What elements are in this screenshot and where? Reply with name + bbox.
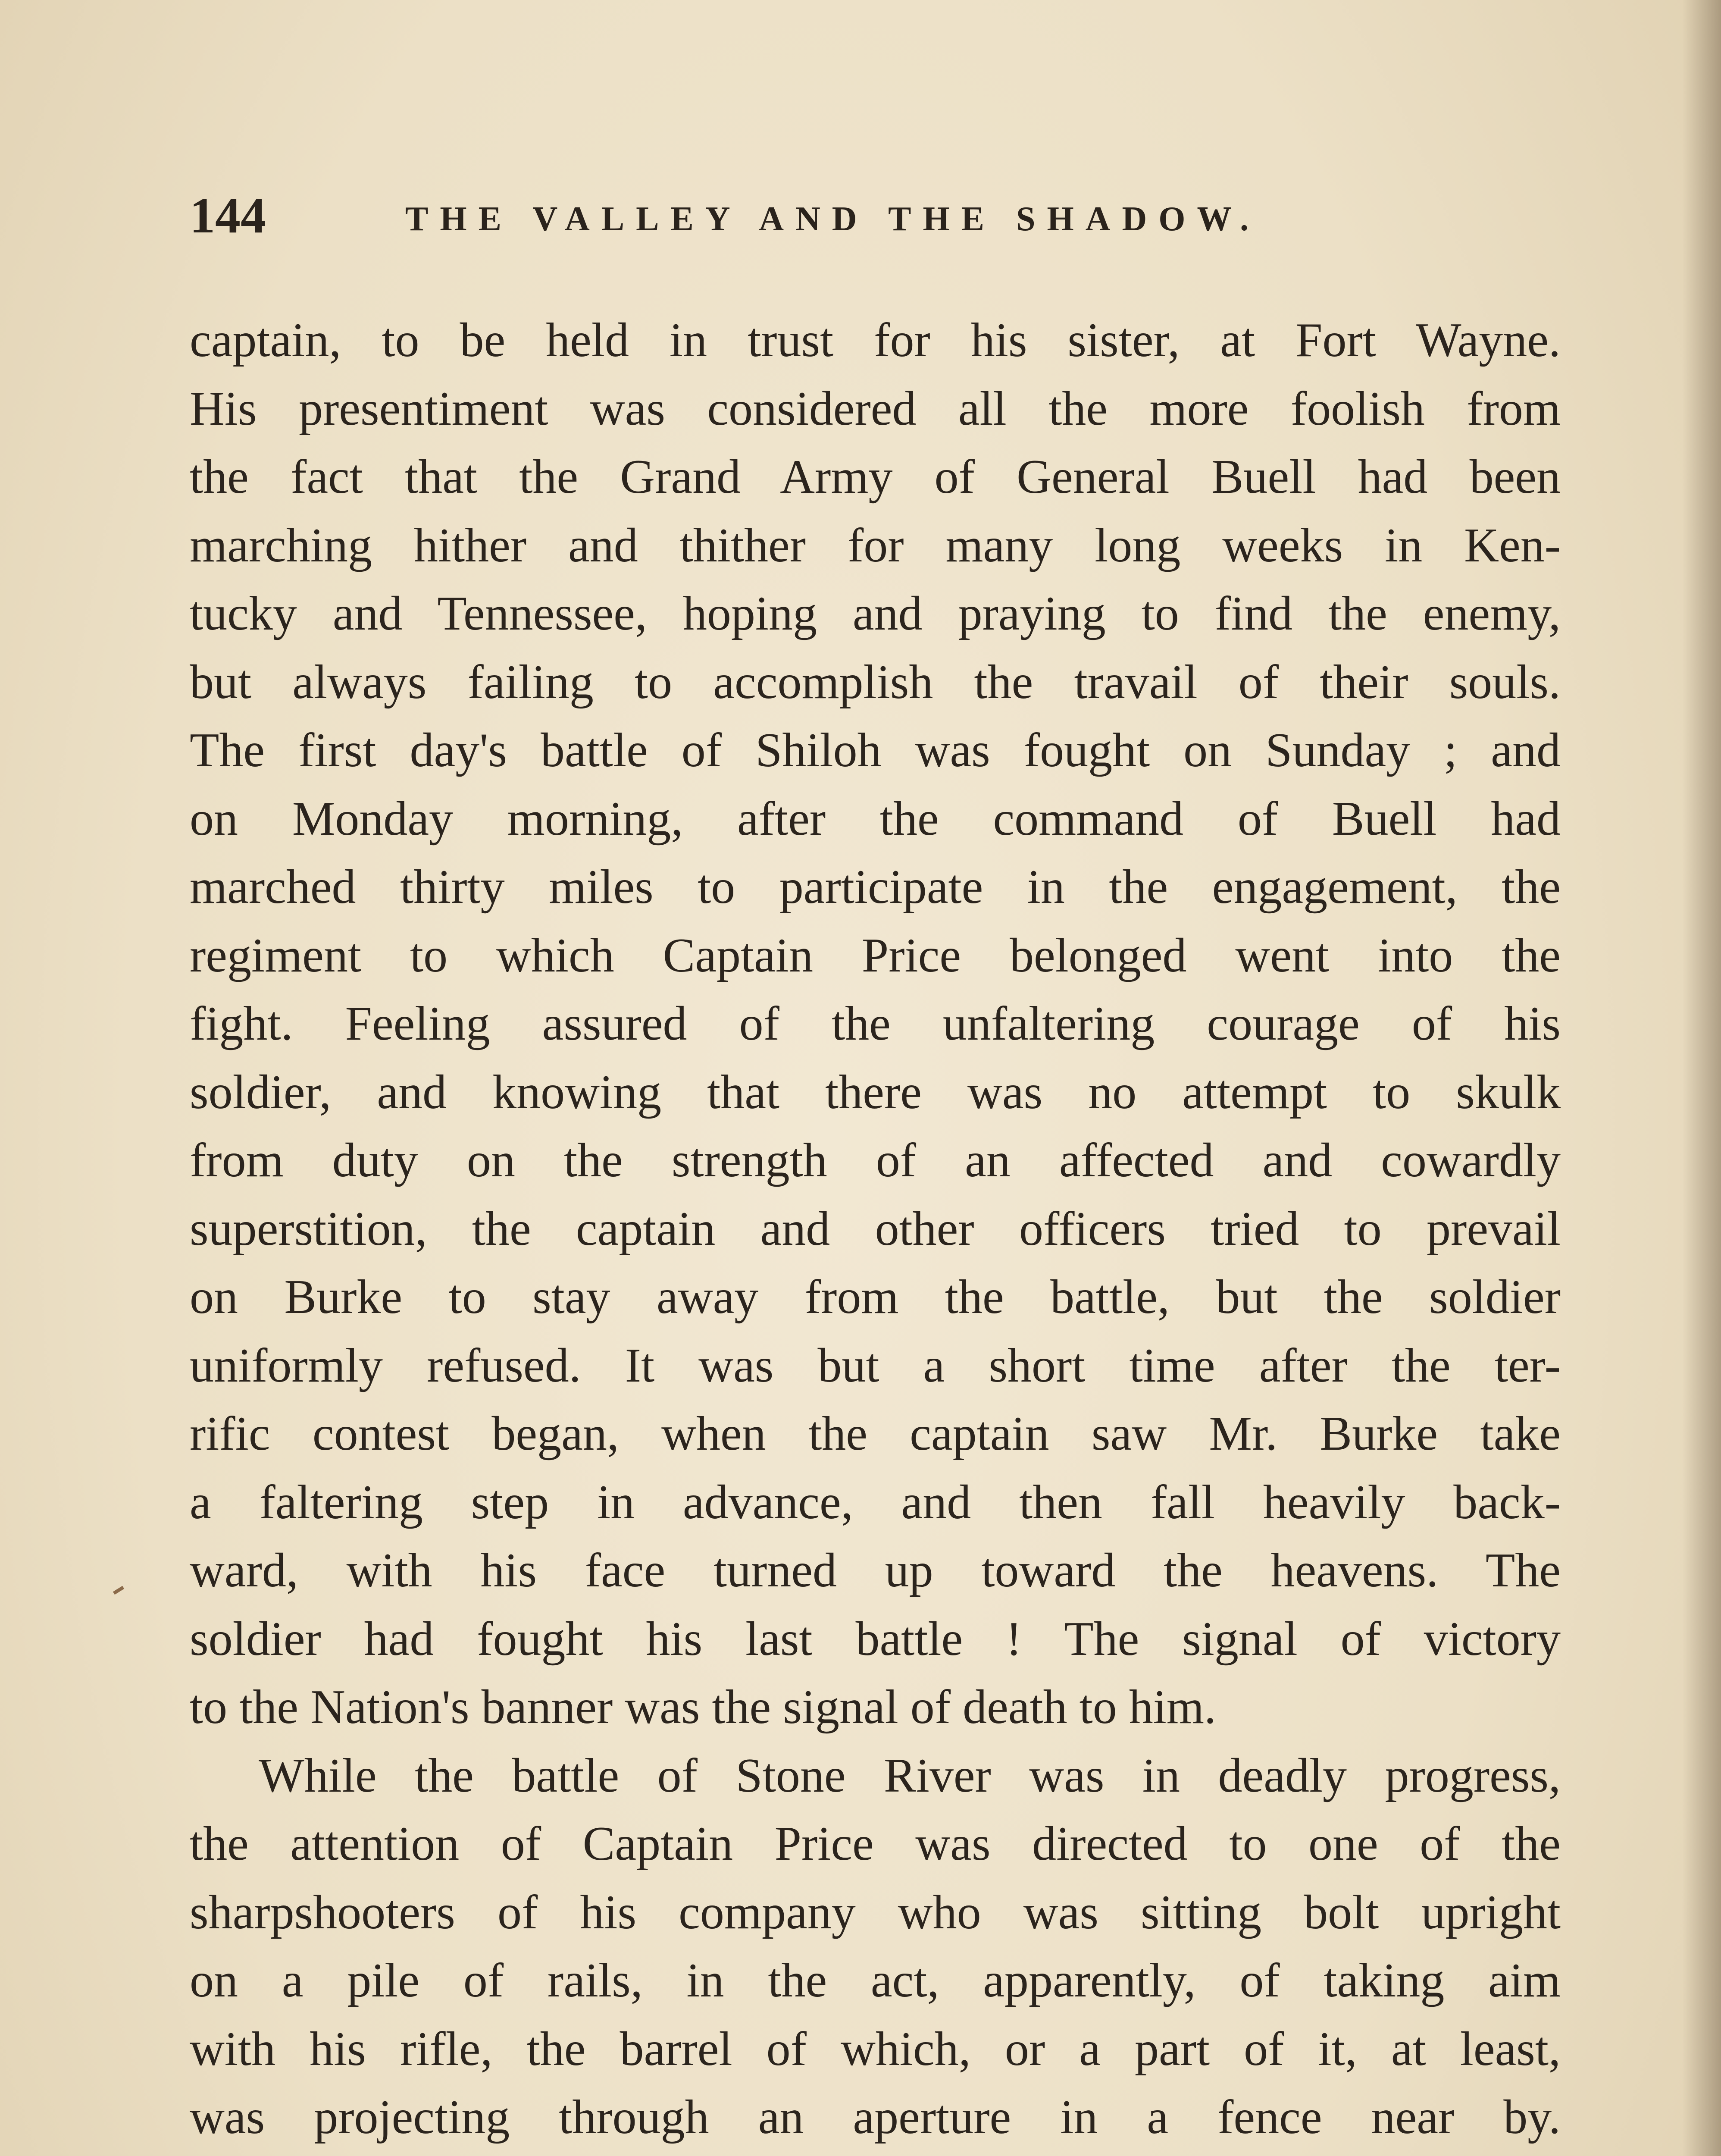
text-line: was projecting through an aperture in a fence near by. xyxy=(190,2090,1561,2144)
text-line: tucky and Tennessee, hoping and praying to find the enemy, xyxy=(190,587,1561,640)
text-line: to the Nation's banner was the signal of death to him. xyxy=(190,1680,1216,1734)
text-line: a faltering step in advance, and then fall heavily back- xyxy=(190,1475,1561,1529)
text-line: uniformly refused. It was but a short time after the ter- xyxy=(190,1338,1561,1392)
text-line: sharpshooters of his company who was sitting bolt upright xyxy=(190,1885,1561,1939)
page-number: 144 xyxy=(190,187,266,244)
text-line: the attention of Captain Price was directed to one of the xyxy=(190,1817,1561,1871)
text-line: but always failing to accomplish the travail of their souls. xyxy=(190,655,1561,709)
text-line: rific contest began, when the captain saw Mr. Burke take xyxy=(190,1407,1561,1460)
body-text xyxy=(190,306,1561,2156)
text-line: on Monday morning, after the command of Buell had xyxy=(190,792,1561,846)
text-line: marching hither and thither for many long weeks in Ken- xyxy=(190,518,1561,572)
text-line: While the battle of Stone River was in deadly progress, xyxy=(259,1749,1561,1802)
text-line: His presentiment was considered all the more foolish from xyxy=(190,382,1561,436)
running-title: THE VALLEY AND THE SHADOW. xyxy=(405,200,1261,238)
ink-speck xyxy=(113,1586,124,1595)
running-head xyxy=(190,181,1552,250)
text-line: on Burke to stay away from the battle, but the soldier xyxy=(190,1270,1561,1324)
text-line: soldier had fought his last battle ! The signal of victory xyxy=(190,1612,1561,1666)
text-line: soldier, and knowing that there was no attempt to skulk xyxy=(190,1065,1561,1119)
text-line: ward, with his face turned up toward the heavens. The xyxy=(190,1544,1561,1597)
text-line: from duty on the strength of an affected and cowardly xyxy=(190,1134,1561,1187)
text-line: on a pile of rails, in the act, apparently, of taking aim xyxy=(190,1954,1561,2007)
text-line: the fact that the Grand Army of General Buell had been xyxy=(190,450,1561,504)
text-line: fight. Feeling assured of the unfaltering courage of his xyxy=(190,997,1561,1050)
text-line xyxy=(190,2152,1561,2156)
page-edge-shadow xyxy=(1682,0,1721,2156)
text-line: with his rifle, the barrel of which, or a part of it, at least, xyxy=(190,2022,1561,2076)
text-line: marched thirty miles to participate in the engagement, the xyxy=(190,860,1561,914)
text-line: regiment to which Captain Price belonged went into the xyxy=(190,928,1561,982)
text-line: captain, to be held in trust for his sister, at Fort Wayne. xyxy=(190,313,1561,367)
text-line: The first day's battle of Shiloh was fought on Sunday ; and xyxy=(190,724,1561,777)
text-line: superstition, the captain and other officers tried to prevail xyxy=(190,1202,1561,1256)
